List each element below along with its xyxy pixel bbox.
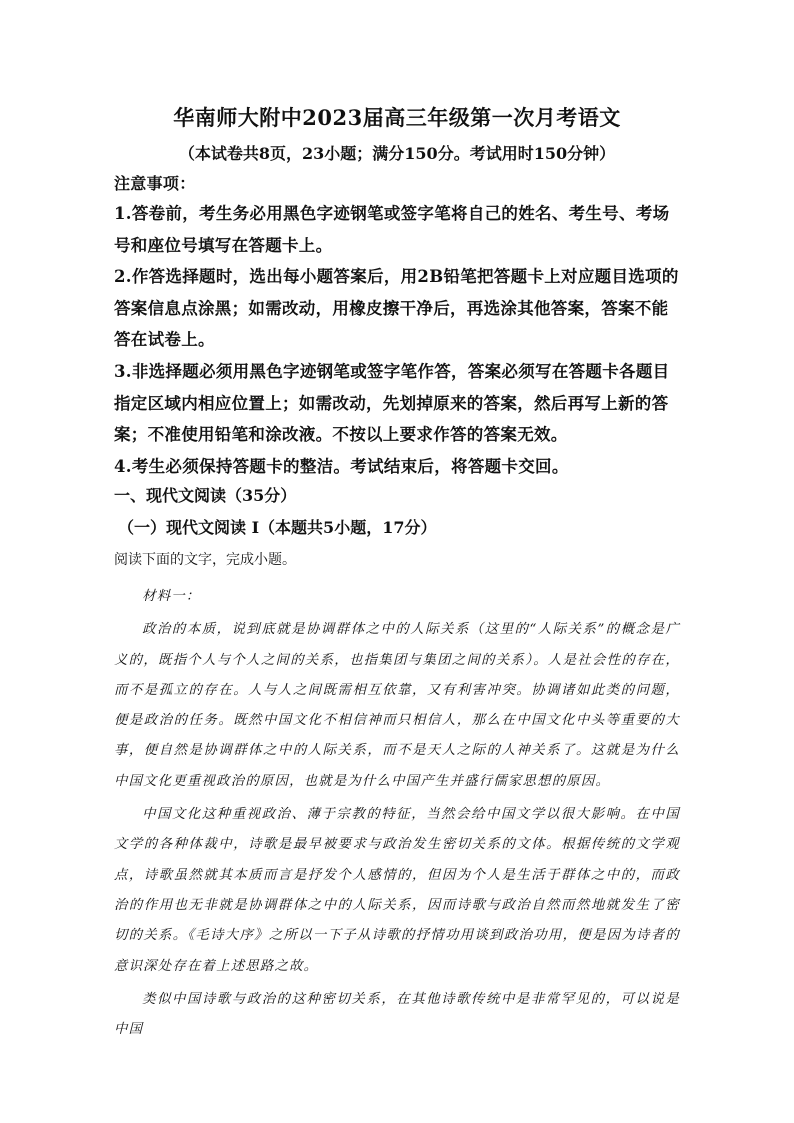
- material-paragraph-2: 中国文化这种重视政治、薄于宗教的特征，当然会给中国文学以很大影响。在中国文学的各种体裁中，诗歌是最早被要求与政治发生密切关系的文体。根据传统的文学观点，诗歌虽然就其本质而言是抒发个人感情的，但因为个人是生活于群体之中的，而政治的作用也无非就是协调群体之中的人际关系，因而诗歌与政治自然而然地就发生了密切的关系。《毛诗大序》之所以一下子从诗歌的抒情功用谈到政治功用，便是因为诗者的意识深处存在着上述思路之故。: [114, 807, 680, 974]
- material-paragraph-3: 类似中国诗歌与政治的这种密切关系，在其他诗歌传统中是非常罕见的，可以说是中国: [114, 991, 680, 1038]
- notice-item-2: 2.作答选择题时，选出每小题答案后，用2B铅笔把答题卡上对应题目选项的答案信息点涂黑；如需改动，用橡皮擦干净后，再选涂其他答案，答案不能答在试卷上。: [114, 267, 679, 350]
- material-one: [114, 582, 680, 1045]
- page-title: 华南师大附中2023届高三年级第一次月考语文: [173, 105, 621, 130]
- notice-heading: 注意事项：: [114, 174, 196, 193]
- notice-item-3: 3.非选择题必须用黑色字迹钢笔或签字笔作答，答案必须写在答题卡各题目指定区域内相应位置上；如需改动，先划掉原来的答案，然后再写上新的答案；不准使用铅笔和涂改液。不按以上要求作答的答案无效。: [114, 361, 670, 445]
- reading-instruction: 阅读下面的文字，完成小题。: [114, 552, 296, 568]
- notice-section: [114, 170, 684, 482]
- exam-info-subtitle: （本试卷共8页，23小题；满分150分。考试用时150分钟）: [178, 144, 616, 163]
- part-one-heading: 一、现代文阅读（35分）: [114, 486, 297, 505]
- notice-item-1: 1.答卷前，考生务必用黑色字迹钢笔或签字笔将自己的姓名、考生号、考场号和座位号填写在答题卡上。: [114, 204, 670, 255]
- reading-one-heading: （一）现代文阅读 I（本题共5小题，17分）: [118, 518, 437, 537]
- material-label: 材料一：: [142, 589, 201, 604]
- notice-item-4: 4.考生必须保持答题卡的整洁。考试结束后，将答题卡交回。: [114, 456, 569, 476]
- material-paragraph-1: 政治的本质，说到底就是协调群体之中的人际关系（这里的“人际关系”的概念是广义的，既指个人与个人之间的关系，也指集团与集团之间的关系）。人是社会性的存在，而不是孤立的存在。人与人之间既需相互依靠，又有利害冲突。协调诸如此类的问题，便是政治的任务。既然中国文化不相信神而只相信人，那么在中国文化中头等重要的大事，便自然是协调群体之中的人际关系，而不是天人之际的人神关系了。这就是为什么中国文化更重视政治的原因，也就是为什么中国产生并盛行儒家思想的原因。: [114, 622, 680, 789]
